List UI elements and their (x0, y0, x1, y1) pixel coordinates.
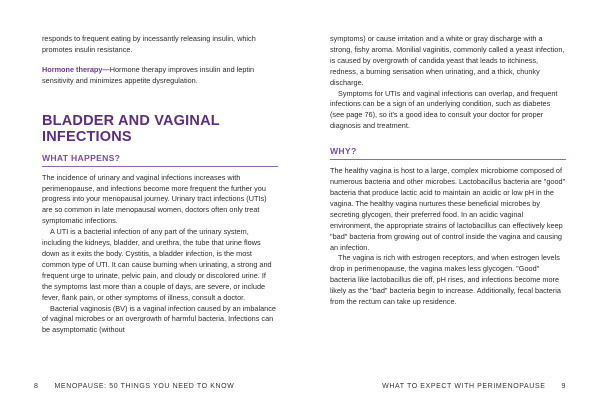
paragraph-estrogen: The vagina is rich with estrogen receptors, and when estrogen levels drop in perimenopause, the vagina makes less glycogen. "Good" bacteria like lactobacillus die off, pH rises, and infections become more likely as the "bad" bacteria begin to increase. Additionally, fecal bacteria from the rectum can take up residence. (330, 253, 561, 307)
paragraph-uti: A UTI is a bacterial infection of any part of the urinary system, including the kidneys, bladder, and urethra, the tube that urine flows down as it exits the body. Cystitis, a bladder infection, is the most common type of UTI. It can cause burning when urinating, a strong and frequent urge to urinate, pelvic pain, and cloudy or discolored urine. If the symptoms last more than a couple of days, are severe, or include fever, flank pain, or other symptoms of illness, consult a doctor. (42, 227, 272, 302)
subhead-why-rule (330, 146, 566, 160)
left-footer (34, 382, 234, 391)
paragraph-symptoms-continued: symptoms) or cause irritation and a white or gray discharge with a strong, fishy aroma. Monilial vaginitis, commonly called a yeast infection, is caused by overgrowth of candida yeast that leads to itchiness, redness, a burning sensation when urinating, and a thick, chunky discharge. (330, 34, 565, 87)
running-title-right: WHAT TO EXPECT WITH PERIMENOPAUSE (382, 383, 546, 390)
subhead-why: WHY? (330, 146, 357, 157)
subhead-what-happens: WHAT HAPPENS? (42, 152, 121, 163)
right-footer (382, 382, 566, 391)
paragraph-microbiome: The healthy vagina is host to a large, complex microbiome composed of numerous bacteria and other microbes. Lactobacillus bacteria are "good" bacteria that produce lactic acid to maintain an acidic or low pH in the vagina. The healthy vagina nurtures these beneficial microbes by secreting glycogen, their preferred food. In an acidic vaginal environment, the appropriate strains of lactobacillus can effectively keep "bad" bacteria from growing out of control inside the vagina and causing an infection. (330, 166, 566, 252)
page-number-right: 9 (561, 383, 566, 390)
left-page-column (42, 34, 278, 336)
paragraph-incidence: The incidence of urinary and vaginal infections increases with perimenopause, and infections become more frequent the further you progress into your menopausal journey. Urinary tract infections (UTIs) are so common in late menopausal women, doctors often only treat symptomatic infections. (42, 172, 267, 226)
subhead-what-happens-rule (42, 153, 278, 167)
section-title: BLADDER AND VAGINAL INFECTIONS (42, 112, 220, 145)
paragraph-overlap: Symptoms for UTIs and vaginal infections can overlap, and frequent infections can be a sign of an underlying condition, such as diabetes (see page 76), so it's a good idea to consult your doctor for proper diagnosis and treatment. (330, 88, 558, 131)
running-title-left: MENOPAUSE: 50 THINGS YOU NEED TO KNOW (54, 383, 235, 390)
paragraph-insulin: responds to frequent eating by incessantly releasing insulin, which promotes insulin resistance. (42, 34, 256, 54)
paragraph-bv: Bacterial vaginosis (BV) is a vaginal infection caused by an imbalance of vaginal microbes or an overgrowth of harmful bacteria. Infections can be asymptomatic (without (42, 303, 276, 335)
term-hormone-therapy: Hormone therapy— (42, 64, 110, 74)
page-number-left: 8 (34, 383, 39, 390)
right-page-column (330, 34, 566, 308)
paragraph-hormone-therapy (42, 65, 278, 87)
hormone-therapy-text: Hormone therapy improves insulin and leptin sensitivity and minimizes appetite dysregulation. (42, 64, 255, 85)
